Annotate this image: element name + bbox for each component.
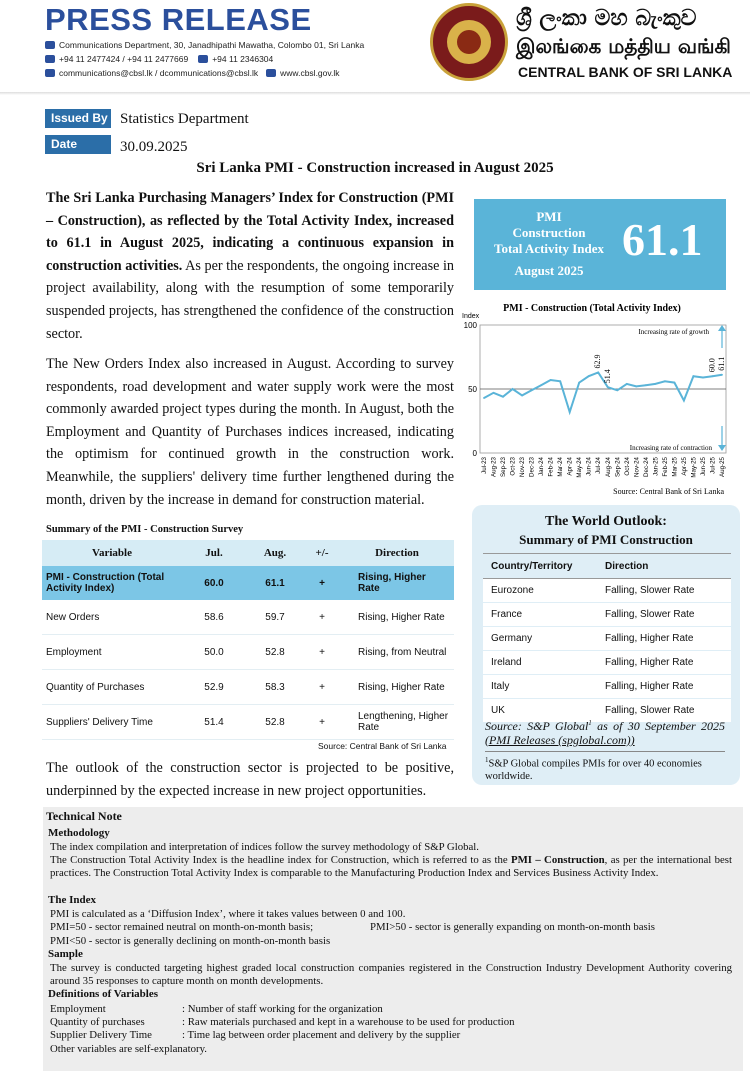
phone-line [45, 54, 273, 64]
data-label: 61.1 [717, 356, 726, 371]
world-outlook-title: The World Outlook: [545, 514, 667, 529]
world-row [483, 675, 731, 699]
world-header-row [483, 554, 731, 579]
summary-row [42, 670, 454, 705]
summary-change: + [304, 635, 340, 670]
summary-variable: Quantity of Purchases [42, 670, 182, 705]
methodology-heading: Methodology [48, 827, 110, 839]
x-tick-label: Feb-25 [661, 457, 669, 477]
def-purchases-key: Quantity of purchases [50, 1016, 145, 1028]
x-tick-label: Sep-23 [500, 457, 508, 477]
down-arrowhead-icon [718, 445, 726, 451]
data-label: 51.4 [602, 369, 612, 384]
summary-direction: Rising, Higher Rate [340, 670, 454, 705]
address-text: Communications Department, 30, Janadhipathi Mawatha, Colombo 01, Sri Lanka [59, 40, 365, 50]
summary-source: Source: Central Bank of Sri Lanka [318, 741, 447, 751]
x-tick-label: Jul-25 [709, 457, 717, 474]
data-point [664, 380, 666, 382]
world-source-text: Source: S&P Global [485, 719, 589, 733]
x-tick-label: Apr-24 [566, 457, 574, 476]
summary-direction: Rising, from Neutral [340, 635, 454, 670]
outlook-paragraph: The outlook of the construction sector is projected to be positive, underpinned by the expected increase in new project opportunities. [46, 760, 454, 799]
x-tick-label: Nov-24 [633, 457, 641, 477]
x-tick-label: Aug-23 [490, 457, 498, 477]
summary-header-row [42, 540, 454, 566]
summary-direction: Rising, Higher Rate [340, 566, 454, 600]
data-point [597, 372, 599, 374]
data-point [559, 380, 561, 382]
annotation-growth: Increasing rate of growth [638, 328, 709, 336]
y-tick-label: 100 [463, 321, 477, 330]
x-tick-label: Oct-24 [623, 457, 631, 476]
paragraph-1-lead: The Sri Lanka Purchasing Managers’ Index for Construction (PMI – Construction), as reflected by the Total Activity Index, increased to 61.1 in August 2025, indicating a continuous expansion in construction activities. [46, 190, 454, 274]
world-direction: Falling, Higher Rate [597, 675, 731, 699]
index-text-3: PMI>50 - sector is generally expanding on month-on-month basis [370, 921, 655, 933]
summary-change: + [304, 670, 340, 705]
summary-direction: Lengthening, Higher Rate [340, 705, 454, 740]
date-value: 30.09.2025 [120, 139, 188, 155]
lion-emblem-icon [457, 30, 481, 54]
summary-variable: New Orders [42, 600, 182, 635]
x-tick-label: Aug-25 [719, 457, 726, 477]
summary-jul: 50.0 [182, 635, 246, 670]
technical-note-title: Technical Note [46, 809, 122, 823]
x-tick-label: Dec-23 [528, 457, 536, 477]
summary-change: + [304, 705, 340, 740]
def-delivery-key: Supplier Delivery Time [50, 1029, 152, 1041]
bank-name-sinhala: ශ්‍රී ලංකා මහ බැංකුව [516, 6, 697, 31]
x-tick-label: Jun-25 [699, 457, 707, 476]
data-point [550, 379, 552, 381]
y-tick-label: 50 [468, 385, 477, 394]
world-direction: Falling, Slower Rate [597, 579, 731, 603]
header-divider [0, 92, 750, 95]
summary-variable: Employment [42, 635, 182, 670]
x-tick-label: Aug-24 [604, 457, 612, 477]
data-point [616, 389, 618, 391]
pmi-releases-link[interactable]: (PMI Releases (spglobal.com)) [485, 733, 635, 747]
world-country: Eurozone [483, 579, 597, 603]
world-source [485, 716, 725, 747]
summary-caption: Summary of the PMI - Construction Survey [46, 524, 244, 535]
phone-icon [45, 55, 55, 63]
world-direction: Falling, Slower Rate [597, 699, 731, 723]
world-country: Ireland [483, 651, 597, 675]
up-arrowhead-icon [718, 325, 726, 331]
world-footnote [485, 751, 725, 783]
fax-icon [198, 55, 208, 63]
data-point [654, 383, 656, 385]
index-text-1: PMI is calculated as a ‘Diffusion Index’, where it takes values between 0 and 100. [50, 908, 406, 920]
globe-icon [266, 69, 276, 77]
col-world-direction: Direction [597, 554, 731, 579]
data-point [502, 396, 504, 398]
world-row [483, 627, 731, 651]
world-row [483, 603, 731, 627]
methodology-2c: , as per the international best practices. The Construction Total Activity Index is comparable to the Manufacturing Production Index and Services Business Activity Index. [50, 854, 733, 879]
col-variable: Variable [42, 540, 182, 566]
paragraph-2: The New Orders Index also increased in August. According to survey respondents, road development and water supply work were the most commonly awarded project types during the month. In August, both the Employment and Quantity of Purchases indices increased, indicating the optimism for continued growth in the construction work. Meanwhile, the suppliers' delivery time further lengthened during the month, driven by the increase in demand for construction material. [46, 356, 454, 508]
pmi-box-month: August 2025 [514, 263, 584, 278]
summary-change: + [304, 566, 340, 600]
summary-jul: 52.9 [182, 670, 246, 705]
date-label: Date [45, 135, 111, 154]
fax-text: +94 11 2346304 [212, 54, 274, 64]
summary-row [42, 635, 454, 670]
paragraph-1-rest: As per the respondents, the ongoing increase in project availability, along with the resumption of some temporarily suspended projects, has strengthened the confidence of the construction sector. [46, 257, 454, 342]
data-point [674, 382, 676, 384]
phone-text: +94 11 2477424 / +94 11 2477669 [59, 54, 189, 64]
data-point [493, 392, 495, 394]
data-point [712, 375, 714, 377]
cbsl-seal-logo [430, 3, 508, 81]
methodology-text-2 [50, 854, 732, 879]
world-direction: Falling, Slower Rate [597, 603, 731, 627]
world-country: UK [483, 699, 597, 723]
press-release-title: PRESS RELEASE [45, 2, 312, 37]
x-tick-label: Apr-25 [680, 457, 688, 476]
index-text-4: PMI<50 - sector is generally declining on month-on-month basis [50, 935, 331, 947]
chart-ylabel: Index [462, 313, 480, 320]
headline: Sri Lanka PMI - Construction increased in August 2025 [196, 160, 554, 176]
x-tick-label: Jan-24 [538, 457, 546, 476]
x-tick-label: Mar-24 [557, 457, 565, 477]
address-line [45, 40, 364, 50]
issued-by-value: Statistics Department [120, 111, 249, 127]
x-tick-label: Jun-24 [585, 457, 593, 476]
pmi-line-chart [456, 298, 734, 498]
chart-source: Source: Central Bank of Sri Lanka [613, 487, 724, 496]
data-point [693, 375, 695, 377]
x-tick-label: Feb-24 [547, 457, 555, 477]
mail-icon [45, 41, 55, 49]
pmi-box-value: 61.1 [622, 214, 703, 265]
data-point [721, 374, 723, 376]
bank-name-tamil: இலங்கை மத்திய வங்கி [516, 34, 731, 58]
sample-heading: Sample [48, 948, 83, 960]
summary-jul: 60.0 [182, 566, 246, 600]
summary-change: + [304, 600, 340, 635]
pmi-box-line2: Construction [512, 225, 586, 240]
world-source-date: as of 30 September 2025 [591, 719, 725, 733]
footnote-text: S&P Global compiles PMIs for over 40 economies worldwide. [485, 758, 702, 782]
world-source-sup: 1 [588, 719, 592, 727]
methodology-2b: PMI – Construction [510, 854, 605, 866]
summary-aug: 52.8 [246, 705, 304, 740]
y-tick-label: 0 [472, 449, 477, 458]
world-outlook-table [483, 553, 731, 723]
summary-variable: PMI - Construction (Total Activity Index) [42, 566, 182, 600]
x-tick-label: Oct-23 [509, 457, 517, 476]
issued-by-label: Issued By [45, 109, 111, 128]
index-text-2: PMI=50 - sector remained neutral on month-on-month basis; [50, 921, 314, 933]
x-tick-label: Mar-25 [671, 457, 679, 477]
paragraph-1 [46, 187, 454, 345]
data-point [483, 397, 485, 399]
pmi-box-line1: PMI [536, 209, 562, 224]
chart-body [464, 321, 726, 478]
world-row [483, 579, 731, 603]
summary-variable: Suppliers' Delivery Time [42, 705, 182, 740]
pmi-box-line3: Total Activity Index [493, 241, 605, 256]
summary-aug: 59.7 [246, 600, 304, 635]
world-country: Italy [483, 675, 597, 699]
definitions-heading: Definitions of Variables [48, 988, 159, 1000]
def-purchases-value: : Raw materials purchased and kept in a warehouse to be used for production [182, 1016, 515, 1028]
x-tick-label: Sep-24 [614, 457, 622, 477]
col-aug: Aug. [246, 540, 304, 566]
x-tick-label: May-25 [690, 457, 698, 478]
def-delivery-value: : Time lag between order placement and delivery by the supplier [182, 1029, 461, 1041]
summary-direction: Rising, Higher Rate [340, 600, 454, 635]
world-row [483, 651, 731, 675]
data-point [578, 382, 580, 384]
col-change: +/- [304, 540, 340, 566]
pmi-headline-box [474, 199, 726, 290]
data-point [645, 384, 647, 386]
x-tick-label: May-24 [576, 457, 584, 478]
data-point [702, 377, 704, 379]
footnote-sup: 1 [485, 756, 489, 764]
summary-aug: 52.8 [246, 635, 304, 670]
chart-title: PMI - Construction (Total Activity Index) [503, 303, 681, 314]
data-point [683, 400, 685, 402]
summary-jul: 51.4 [182, 705, 246, 740]
index-heading: The Index [48, 894, 96, 906]
web-link[interactable]: www.cbsl.gov.lk [280, 68, 340, 78]
data-point [607, 386, 609, 388]
summary-row [42, 705, 454, 740]
data-point [540, 384, 542, 386]
col-direction: Direction [340, 540, 454, 566]
data-point [635, 386, 637, 388]
bank-name-english: CENTRAL BANK OF SRI LANKA [518, 64, 733, 80]
x-tick-label: Nov-23 [519, 457, 527, 477]
contact-line [45, 68, 340, 78]
methodology-2a: The Construction Total Activity Index is the headline index for Construction, which is referred to as the [50, 854, 511, 866]
data-label: 60.0 [707, 358, 717, 373]
col-country: Country/Territory [483, 554, 597, 579]
x-tick-label: Dec-24 [642, 457, 650, 477]
summary-row [42, 600, 454, 635]
world-country: Germany [483, 627, 597, 651]
data-point [588, 375, 590, 377]
summary-row [42, 566, 454, 600]
summary-aug: 58.3 [246, 670, 304, 705]
x-tick-label: Jan-25 [652, 457, 660, 476]
definitions-other: Other variables are self-explanatory. [50, 1043, 207, 1055]
sample-text: The survey is conducted targeting highest graded local construction companies registered in the Construction Industry Development Authority covering around 35 responses to capture month on month developments. [50, 962, 732, 987]
methodology-text-1: The index compilation and interpretation of indices follow the survey methodology of S&P Global. [50, 841, 479, 853]
col-jul: Jul. [182, 540, 246, 566]
data-point [626, 383, 628, 385]
summary-aug: 61.1 [246, 566, 304, 600]
world-country: France [483, 603, 597, 627]
world-direction: Falling, Higher Rate [597, 627, 731, 651]
data-point [531, 389, 533, 391]
summary-jul: 58.6 [182, 600, 246, 635]
x-tick-label: Jul-24 [595, 457, 603, 474]
def-employment-key: Employment [50, 1003, 106, 1015]
x-tick-label: Jul-23 [481, 457, 488, 474]
def-employment-value: : Number of staff working for the organization [182, 1003, 383, 1015]
summary-table [42, 540, 454, 740]
annotation-contraction: Increasing rate of contraction [629, 444, 712, 452]
data-point [512, 388, 514, 390]
data-label: 62.9 [593, 354, 603, 369]
data-point [521, 395, 523, 397]
email-icon [45, 69, 55, 77]
data-point [569, 411, 571, 413]
world-outlook-subtitle: Summary of PMI Construction [519, 532, 693, 547]
world-direction: Falling, Higher Rate [597, 651, 731, 675]
email-text[interactable]: communications@cbsl.lk / dcommunications@cbsl.lk [59, 68, 259, 78]
